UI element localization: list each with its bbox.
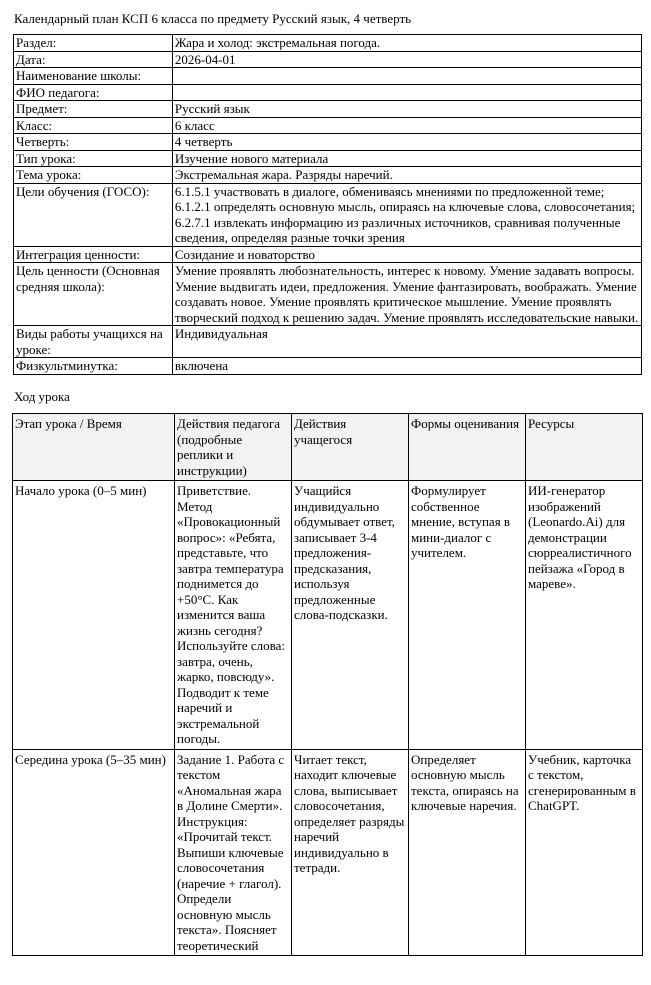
info-value xyxy=(172,84,641,101)
info-row xyxy=(14,183,642,246)
info-label: Наименование школы: xyxy=(14,68,173,85)
info-row xyxy=(14,134,642,151)
info-label: Раздел: xyxy=(14,35,173,52)
lesson-cell: Учащийся индивидуально обдумывает ответ, записывает 3-4 предложения-предсказания, используя предложенные слова-подсказки. xyxy=(292,481,409,750)
info-label: ФИО педагога: xyxy=(14,84,173,101)
info-value xyxy=(172,68,641,85)
info-row xyxy=(14,150,642,167)
info-value: Русский язык xyxy=(172,101,641,118)
lesson-row xyxy=(13,749,643,956)
info-label: Класс: xyxy=(14,117,173,134)
info-row xyxy=(14,101,642,118)
lesson-cell: Задание 1. Работа с текстом «Аномальная жара в Долине Смерти». Инструкция: «Прочитай текст. Выпиши ключевые словосочетания (наречие + глагол). Определи основную мысль текста». Поясняет теоретический xyxy=(175,749,292,956)
lesson-cell: Читает текст, находит ключевые слова, выписывает словосочетания, определяет разряды наречий индивидуально в тетради. xyxy=(292,749,409,956)
info-value: 4 четверть xyxy=(172,134,641,151)
info-label: Виды работы учащихся на уроке: xyxy=(14,326,173,358)
lesson-header-cell: Этап урока / Время xyxy=(13,414,175,481)
info-row xyxy=(14,51,642,68)
info-label: Тип урока: xyxy=(14,150,173,167)
info-label: Интеграция ценности: xyxy=(14,246,173,263)
lesson-header-cell: Действия педагога (подробные реплики и инструкции) xyxy=(175,414,292,481)
info-value: Созидание и новаторство xyxy=(172,246,641,263)
lesson-cell: Середина урока (5–35 мин) xyxy=(13,749,175,956)
info-row xyxy=(14,84,642,101)
info-row xyxy=(14,358,642,375)
info-label: Тема урока: xyxy=(14,167,173,184)
info-value: 2026-04-01 xyxy=(172,51,641,68)
page-title: Календарный план КСП 6 класса по предмету Русский язык, 4 четверть xyxy=(14,11,412,26)
info-value: Экстремальная жара. Разряды наречий. xyxy=(172,167,641,184)
info-value: Жара и холод: экстремальная погода. xyxy=(172,35,641,52)
info-row xyxy=(14,246,642,263)
lesson-flow-table xyxy=(12,413,643,956)
info-label: Четверть: xyxy=(14,134,173,151)
info-value: Умение проявлять любознательность, интерес к новому. Умение задавать вопросы. Умение выдвигать идеи, предложения. Умение фантазировать, воображать. Умение создавать новое. Умение проявлять критическое мышление. Умение проявлять творческий подход к решению задач. Умение проявлять исследовательские навыки. xyxy=(172,263,641,326)
lesson-info-table xyxy=(13,34,642,375)
lesson-cell: Начало урока (0–5 мин) xyxy=(13,481,175,750)
info-value: Изучение нового материала xyxy=(172,150,641,167)
info-value: 6.1.5.1 участвовать в диалоге, обмениваясь мнениями по предложенной теме; 6.1.2.1 определять основную мысль, опираясь на ключевые слова, словосочетания; 6.2.7.1 извлекать информацию из различных источников, сравнивая полученные сведения, определяя разные точки зрения xyxy=(172,183,641,246)
info-label: Цели обучения (ГОСО): xyxy=(14,183,173,246)
lesson-cell: ИИ-генератор изображений (Leonardo.Ai) для демонстрации сюрреалистичного пейзажа «Город в мареве». xyxy=(526,481,643,750)
lesson-cell: Приветствие. Метод «Провокационный вопрос»: «Ребята, представьте, что завтра температура поднимется до +50°C. Как изменится ваша жизнь сегодня? Используйте слова: завтра, очень, жарко, повсюду». Подводит к теме наречий и экстремальной погоды. xyxy=(175,481,292,750)
info-label: Дата: xyxy=(14,51,173,68)
info-row xyxy=(14,263,642,326)
info-value: 6 класс xyxy=(172,117,641,134)
lesson-cell: Учебник, карточка с текстом, сгенерированным в ChatGPT. xyxy=(526,749,643,956)
info-value: Индивидуальная xyxy=(172,326,641,358)
lesson-cell: Формулирует собственное мнение, вступая в мини-диалог с учителем. xyxy=(409,481,526,750)
info-label: Цель ценности (Основная средняя школа): xyxy=(14,263,173,326)
lesson-header-cell: Формы оценивания xyxy=(409,414,526,481)
lesson-cell: Определяет основную мысль текста, опираясь на ключевые наречия. xyxy=(409,749,526,956)
info-row xyxy=(14,35,642,52)
lesson-header-cell: Ресурсы xyxy=(526,414,643,481)
info-label: Предмет: xyxy=(14,101,173,118)
info-row xyxy=(14,167,642,184)
section-title: Ход урока xyxy=(14,389,70,404)
info-row xyxy=(14,68,642,85)
info-label: Физкультминутка: xyxy=(14,358,173,375)
lesson-header-row xyxy=(13,414,643,481)
lesson-row xyxy=(13,481,643,750)
info-row xyxy=(14,326,642,358)
info-value: включена xyxy=(172,358,641,375)
info-row xyxy=(14,117,642,134)
lesson-header-cell: Действия учащегося xyxy=(292,414,409,481)
